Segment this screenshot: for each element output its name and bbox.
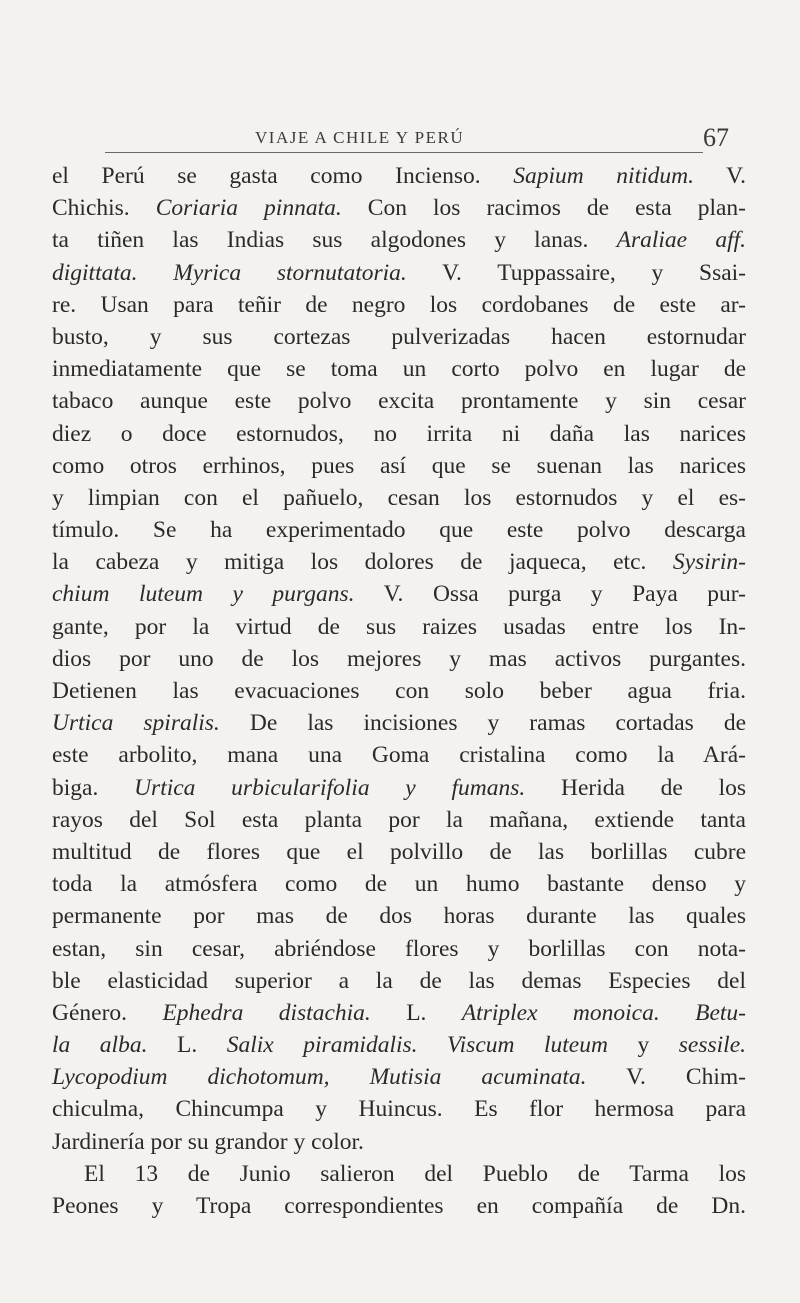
text-line (52, 739, 746, 771)
text-segment: este arbolito, mana una Goma cristalina como la Ará- (52, 742, 746, 769)
text-segment: chiculma, Chincumpa y Huincus. Es flor hermosa para (52, 1096, 746, 1123)
text-segment: ble elasticidad superior a la de las demas Especies del (52, 967, 746, 994)
text-segment: Peones y Tropa correspondientes en compañía de Dn. (52, 1193, 746, 1219)
text-segment: ta tiñen las Indias sus algodones y lanas. (52, 227, 617, 254)
text-line (52, 514, 746, 546)
italic-segment: Atriplex monoica. Betu- (461, 999, 746, 1026)
italic-segment: chium luteum y purgans. (52, 581, 355, 608)
text-line (52, 160, 746, 192)
text-segment: dios por uno de los mejores y mas activos purgantes. (52, 645, 746, 672)
text-line (52, 224, 746, 256)
italic-segment: Urtica spiralis. (52, 710, 220, 737)
text-segment: gante, por la virtud de sus raizes usadas entre los In- (52, 613, 746, 640)
text-segment: y (607, 1032, 679, 1059)
text-line (52, 546, 746, 578)
text-segment: De las incisiones y ramas cortadas de (219, 710, 746, 737)
text-line (52, 1029, 746, 1061)
text-line (52, 418, 746, 450)
text-segment: tímulo. Se ha experimentado que este polvo descarga (52, 517, 746, 544)
text-line (52, 450, 746, 482)
text-line (52, 353, 746, 385)
text-segment: V. Tuppassaire, y Ssai- (406, 259, 747, 286)
text-line (52, 1061, 746, 1093)
text-line (52, 965, 746, 997)
italic-segment: Sapium nitidum. (513, 163, 694, 189)
text-segment: V. (694, 163, 746, 189)
text-line (52, 578, 746, 610)
body-text (52, 160, 746, 1222)
text-line (52, 192, 746, 224)
text-segment: toda la atmósfera como de un humo bastante denso y (52, 871, 746, 898)
text-segment: V. Ossa purga y Paya pur- (354, 581, 746, 608)
text-segment: como otros errhinos, pues así que se suenan las narices (52, 452, 746, 479)
italic-segment: Ephedra distachia. (162, 999, 371, 1026)
text-line (52, 1093, 746, 1125)
text-segment: Herida de los (525, 774, 747, 801)
text-segment: y limpian con el pañuelo, cesan los estornudos y el es- (52, 484, 746, 511)
text-line (52, 257, 746, 289)
running-head: VIAJE A CHILE Y PERÚ (255, 128, 465, 147)
text-line (52, 675, 746, 707)
italic-segment: la alba. (52, 1032, 148, 1059)
text-segment: tabaco aunque este polvo excita prontamente y sin cesar (52, 388, 746, 415)
italic-segment: Lycopodium dichotomum, Mutisia acuminata. (52, 1064, 587, 1091)
italic-segment: digittata. Myrica stornutatoria. (52, 259, 407, 286)
text-line (52, 836, 746, 868)
text-segment: inmediatamente que se toma un corto polvo en lugar de (52, 356, 746, 383)
text-line (52, 900, 746, 932)
text-segment: V. Chim- (586, 1064, 746, 1091)
text-line (52, 482, 746, 514)
text-line (52, 1126, 746, 1158)
italic-segment: Urtica urbicularifolia y fumans. (134, 774, 526, 801)
italic-segment: Coriaria pinnata. (155, 195, 342, 222)
page-number: 67 (703, 123, 729, 152)
text-line (52, 1190, 746, 1222)
text-line (52, 868, 746, 900)
text-segment: Con los racimos de esta plan- (341, 195, 746, 222)
text-segment: Género. (52, 999, 163, 1026)
text-line (52, 611, 746, 643)
italic-segment: sessile. (678, 1032, 747, 1059)
italic-segment: Sysirin- (672, 549, 746, 576)
text-segment: estan, sin cesar, abriéndose flores y borlillas con nota- (52, 935, 746, 962)
text-segment: biga. (52, 774, 135, 801)
text-segment: re. Usan para teñir de negro los cordobanes de este ar- (52, 291, 746, 318)
text-segment: rayos del Sol esta planta por la mañana, extiende tanta (52, 806, 746, 833)
text-segment: Chichis. (52, 195, 156, 222)
text-segment: Detienen las evacuaciones con solo beber agua fria. (52, 678, 746, 704)
text-line (52, 772, 746, 804)
text-segment: busto, y sus cortezas pulverizadas hacen estornudar (52, 323, 746, 350)
text-segment: L. (370, 999, 462, 1026)
text-segment: L. (147, 1032, 227, 1059)
text-line (52, 385, 746, 417)
text-line (52, 707, 746, 739)
text-segment: multitud de flores que el polvillo de las borlillas cubre (52, 838, 746, 865)
text-segment: El 13 de Junio salieron del Pueblo de Tarma los (84, 1160, 746, 1187)
text-line (52, 321, 746, 353)
text-line (52, 933, 746, 965)
text-line (52, 289, 746, 321)
text-segment: Jardinería por su grandor y color. (52, 1128, 364, 1155)
italic-segment: Salix piramidalis. Viscum luteum (226, 1032, 608, 1059)
italic-segment: Araliae aff. (616, 227, 746, 254)
text-segment: permanente por mas de dos horas durante las quales (52, 903, 746, 930)
header-rule (105, 152, 703, 153)
text-segment: el Perú se gasta como Incienso. (52, 163, 514, 189)
text-line (52, 997, 746, 1029)
text-segment: la cabeza y mitiga los dolores de jaqueca, etc. (52, 549, 673, 576)
text-line (52, 643, 746, 675)
text-segment: diez o doce estornudos, no irrita ni daña las narices (52, 420, 746, 447)
text-line (52, 804, 746, 836)
text-line (52, 1158, 746, 1190)
